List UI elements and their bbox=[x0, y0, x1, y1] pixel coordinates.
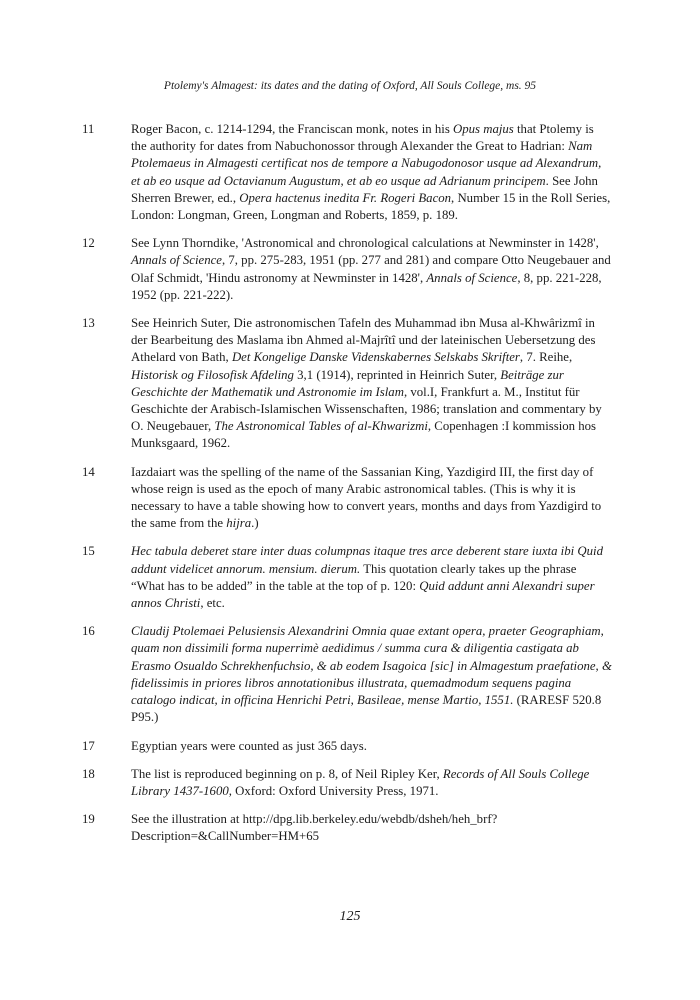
endnote-text bbox=[131, 811, 612, 845]
endnote-16 bbox=[82, 623, 612, 726]
endnote-italic-run: Beiträge zur Geschichte der Mathematik und Astronomie im Islam bbox=[131, 367, 564, 399]
endnote-text bbox=[131, 315, 612, 453]
endnote-text bbox=[131, 464, 612, 533]
endnote-17 bbox=[82, 738, 612, 755]
endnote-number: 17 bbox=[82, 738, 95, 753]
endnote-number: 15 bbox=[82, 544, 95, 559]
endnote-text-run: This quotation clearly takes up the phrase “What has to be added” in the table at the top of p. 120: bbox=[131, 561, 577, 593]
endnote-12 bbox=[82, 235, 612, 304]
endnote-text-run: 3,1 (1914), reprinted in Heinrich Suter, bbox=[293, 367, 501, 382]
endnote-italic-run: Nam Ptolemaeus in Almagesti certificat nos de tempore a Nabugodonosor usque ad Alexandrum, et ab eo usque ad Octavianum Augustum, et ab eo usque ad Adrianum principem bbox=[131, 139, 602, 188]
endnote-text bbox=[131, 738, 612, 755]
endnote-text-run: See Heinrich Suter, Die astronomischen Tafeln des Muhammad ibn Musa al-Khwârizmî in der Bearbeitung des Maslama ibn Ahmed al-Majrîtî und der lateinischen Uebersetzung des Athelard von Bath, bbox=[131, 316, 596, 365]
endnote-text bbox=[131, 766, 612, 800]
endnote-11 bbox=[82, 121, 612, 224]
endnote-text bbox=[131, 543, 612, 612]
endnote-italic-run: Records of All Souls College Library 1437-1600 bbox=[131, 766, 590, 798]
endnote-italic-run: Opera hactenus inedita Fr. Rogeri Bacon bbox=[239, 190, 452, 205]
endnote-14 bbox=[82, 464, 612, 533]
endnote-number: 13 bbox=[82, 316, 95, 331]
endnote-text-run: , Copenhagen :I kommission hos Munksgaard, 1962. bbox=[131, 419, 597, 451]
endnote-text bbox=[131, 623, 612, 726]
endnote-number: 16 bbox=[82, 624, 95, 639]
endnote-text-run: The list is reproduced beginning on p. 8, of Neil Ripley Ker, bbox=[131, 766, 443, 781]
endnote-15 bbox=[82, 543, 612, 612]
endnote-italic-run: Quid addunt anni Alexandri super annos Christi bbox=[131, 578, 595, 611]
endnote-text-run: , vol.I, Frankfurt a. M., Institut für Geschichte der Arabisch-Islamischen Wissenschaften, 1986; translation and commentary by O. Neugebauer, bbox=[131, 384, 602, 434]
endnotes-list bbox=[82, 121, 612, 857]
endnote-13 bbox=[82, 315, 612, 453]
endnote-text-run: , Number 15 in the Roll Series, London: Longman, Green, Longman and Roberts, 1859, p. 189. bbox=[131, 190, 611, 223]
endnote-19 bbox=[82, 811, 612, 845]
endnote-italic-run: Annals of Science bbox=[131, 253, 222, 268]
endnote-text bbox=[131, 121, 612, 224]
endnote-number: 12 bbox=[82, 236, 95, 251]
endnote-number: 19 bbox=[82, 812, 95, 827]
endnote-number: 18 bbox=[82, 766, 95, 781]
running-head: Ptolemy's Almagest: its dates and the dating of Oxford, All Souls College, ms. 95 bbox=[163, 80, 537, 92]
endnote-italic-run: hijra bbox=[226, 516, 252, 531]
endnote-text-run: , 8, pp. 221-228, 1952 (pp. 221-222). bbox=[131, 270, 602, 302]
endnote-text-run: , Oxford: Oxford University Press, 1971. bbox=[228, 783, 439, 798]
endnote-text-run: (RARESF 520.8 P95.) bbox=[131, 693, 602, 725]
endnote-number: 14 bbox=[82, 464, 95, 479]
endnote-text-run: Iazdaiart was the spelling of the name of the Sassanian King, Yazdigird III, the first day of whose reign is used as the epoch of many Arabic astronomical tables. (This is why it is necessary to have a table showing how to convert years, months and days from Yazdigird to the same from the bbox=[131, 464, 602, 531]
endnote-italic-run: The Astronomical Tables of al-Khwarizmi bbox=[214, 419, 428, 434]
endnote-text-run: that Ptolemy is the authority for dates from Nabuchonossor through Alexander the Great to Hadrian: bbox=[131, 122, 594, 154]
endnote-18 bbox=[82, 766, 612, 800]
endnote-number: 11 bbox=[82, 122, 95, 136]
endnote-text-run: . See John Sherren Brewer, ed., bbox=[131, 173, 598, 205]
endnote-text-run: , 7, pp. 275-283, 1951 (pp. 277 and 281) and compare Otto Neugebauer and Olaf Schmidt, 'Hindu astronomy at Newminster in 1428', bbox=[131, 253, 611, 285]
endnote-text-run: See Lynn Thorndike, 'Astronomical and chronological calculations at Newminster in 1428', bbox=[131, 236, 599, 251]
endnote-italic-run: Opus majus bbox=[453, 122, 514, 136]
endnote-text bbox=[131, 235, 612, 304]
endnote-text-run: Roger Bacon, c. 1214-1294, the Franciscan monk, notes in his bbox=[131, 122, 453, 136]
endnote-italic-run: Hec tabula deberet stare inter duas columpnas itaque tres arce deberent stare iuxta ibi Quid addunt videlicet annorum. mensium. dierum. bbox=[131, 544, 603, 576]
endnote-text-run: .) bbox=[251, 516, 259, 531]
endnote-text-run: , etc. bbox=[200, 596, 225, 611]
endnote-italic-run: Historisk og Filosofisk Afdeling bbox=[131, 367, 294, 382]
endnote-italic-run: Claudij Ptolemaei Pelusiensis Alexandrini Omnia quae extant opera, praeter Geographiam, quam non dissimili forma nuperrimè aedidimus / summa cura & diligentia castigata ab Erasmo Osualdo Schrekhenfuchsio, & ab eodem Isagoica [sic] in Almagestum praefatione, & fidelissimis in priores libros annotationibus illustrata, quemadmodum sequens pagina catalogo indicat, in officina Henrichi Petri, Basileae, mense Martio, 1551. bbox=[131, 624, 612, 708]
endnote-italic-run: Det Kongelige Danske Videnskabernes Selskabs Skrifter bbox=[231, 350, 520, 365]
endnote-italic-run: Annals of Science bbox=[426, 270, 518, 285]
endnote-text-run: See the illustration at http://dpg.lib.berkeley.edu/webdb/dsheh/heh_brf?Description=&CallNumber=HM+65 bbox=[131, 812, 498, 844]
page-number: 125 bbox=[339, 909, 361, 924]
endnote-text-run: Egyptian years were counted as just 365 days. bbox=[131, 738, 367, 753]
endnote-text-run: , 7. Reihe, bbox=[519, 350, 573, 365]
